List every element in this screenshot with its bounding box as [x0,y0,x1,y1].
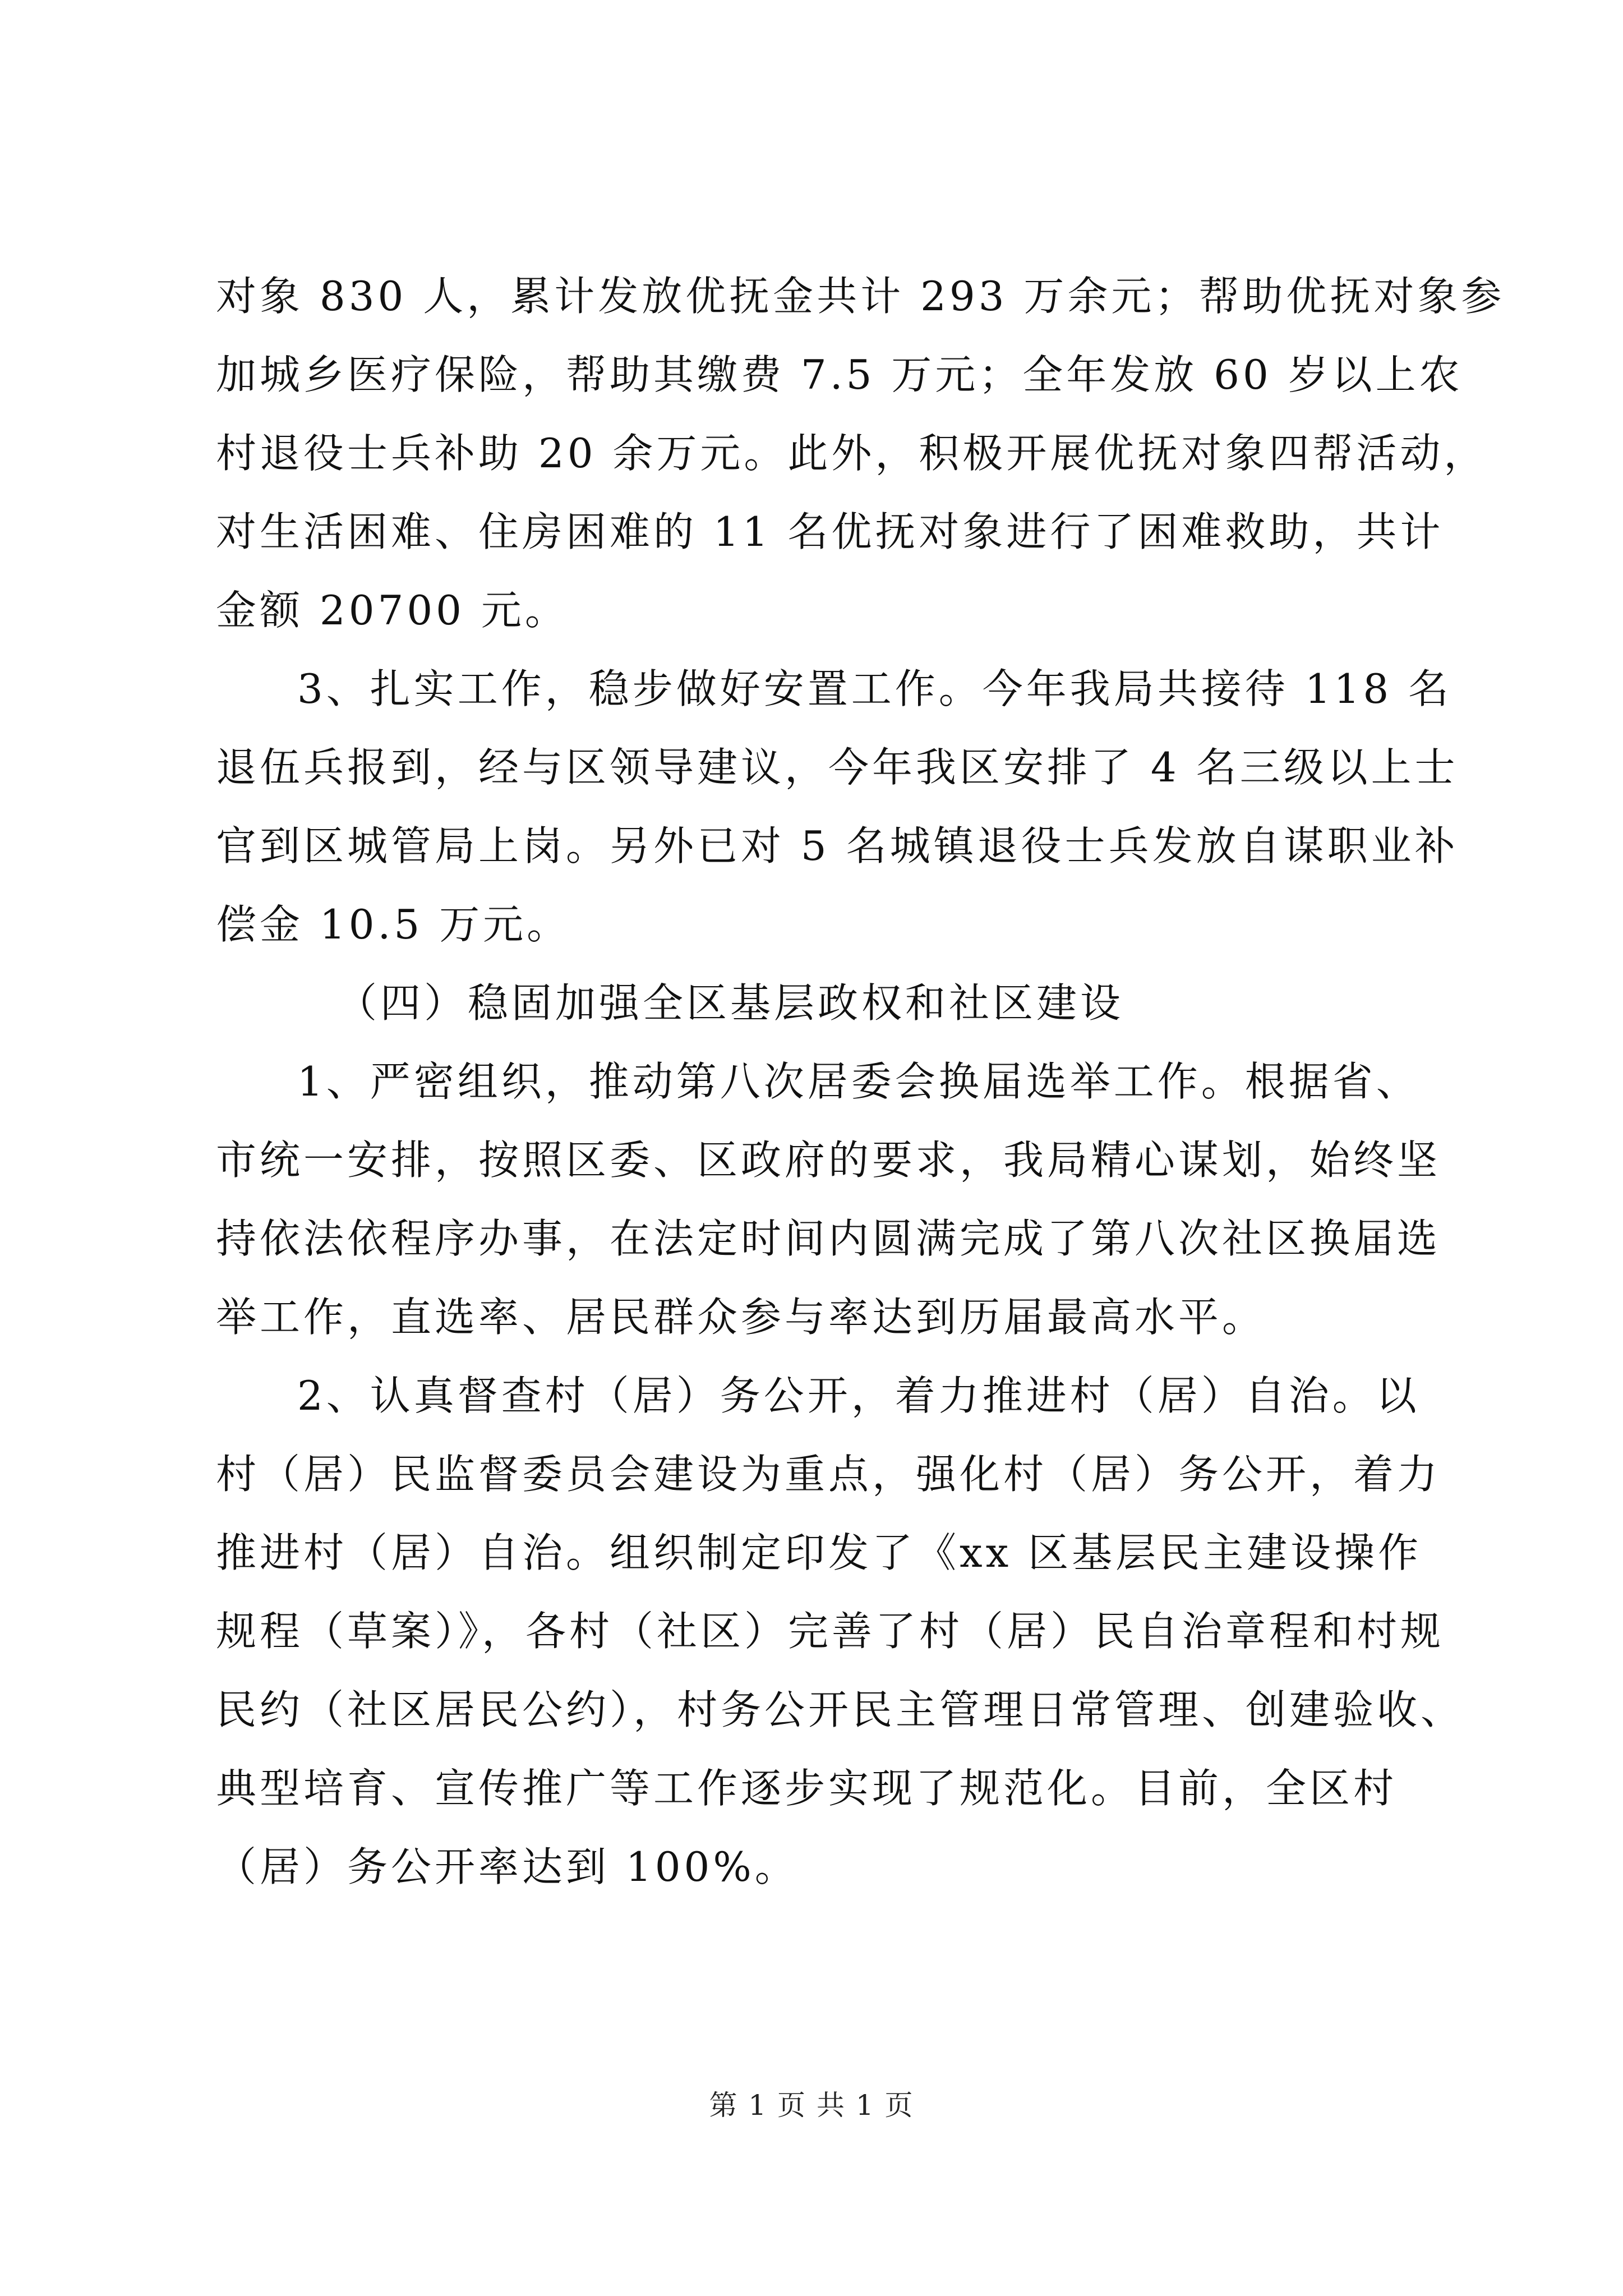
text-line: 官到区城管局上岗。另外已对 5 名城镇退役士兵发放自谋职业补 [216,822,1459,869]
text-line: 偿金 10.5 万元。 [216,901,571,948]
paragraph-1 [216,257,1505,650]
text-line: 金额 20700 元。 [216,587,569,634]
text-line: 举工作，直选率、居民群众参与率达到历届最高水平。 [216,1294,1266,1341]
text-line: 规程（草案）》，各村（社区）完善了村（居）民自治章程和村规 [216,1608,1445,1655]
text-line: （居）务公开率达到 100%。 [216,1843,799,1890]
text-line: 3、扎实工作，稳步做好安置工作。今年我局共接待 118 名 [297,665,1453,712]
document-body [216,257,1505,1906]
text-line: 加城乡医疗保险，帮助其缴费 7.5 万元；全年发放 60 岁以上农 [216,351,1463,398]
text-line: 持依法依程序办事，在法定时间内圆满完成了第八次社区换届选 [216,1215,1441,1262]
page-number-footer: 第 1 页 共 1 页 [709,2089,914,2122]
text-line: 对生活困难、住房困难的 11 名优抚对象进行了困难救助，共计 [216,508,1444,555]
text-line: 1、严密组织，推动第八次居委会换届选举工作。根据省、 [297,1058,1420,1105]
paragraph-2 [216,650,1459,964]
paragraph-4 [216,1356,1465,1906]
paragraph-3 [216,1042,1441,1356]
section-heading [216,964,1408,1042]
text-line: 村（居）民监督委员会建设为重点，强化村（居）务公开，着力 [216,1451,1441,1498]
text-line: 推进村（居）自治。组织制定印发了《xx 区基层民主建设操作 [216,1529,1422,1576]
text-line: 典型培育、宣传推广等工作逐步实现了规范化。目前，全区村 [216,1765,1398,1812]
text-line: 市统一安排，按照区委、区政府的要求，我局精心谋划，始终坚 [216,1137,1441,1184]
heading-line: （四）稳固加强全区基层政权和社区建设 [336,979,1124,1027]
text-line: 退伍兵报到，经与区领导建议，今年我区安排了 4 名三级以上士 [216,744,1459,791]
text-line: 2、认真督查村（居）务公开，着力推进村（居）自治。以 [297,1372,1420,1419]
text-line: 对象 830 人，累计发放优抚金共计 293 万余元；帮助优抚对象参 [216,273,1505,320]
text-line: 民约（社区居民公约），村务公开民主管理日常管理、创建验收、 [216,1686,1465,1733]
text-line: 村退役士兵补助 20 余万元。此外，积极开展优抚对象四帮活动， [216,430,1488,477]
